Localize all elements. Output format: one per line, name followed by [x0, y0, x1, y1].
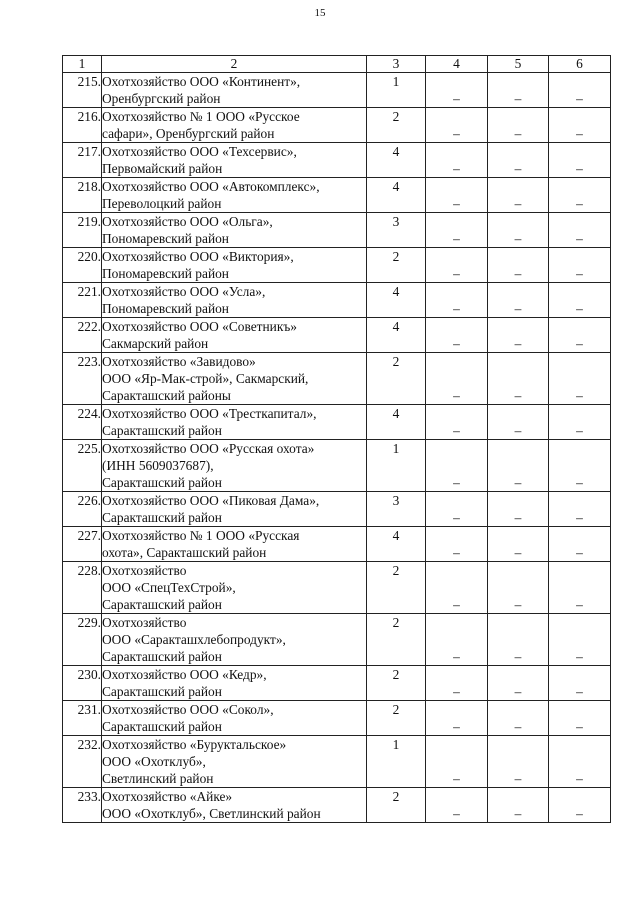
category-value: 1: [367, 440, 426, 492]
table-row: [63, 405, 611, 440]
table-row: [63, 492, 611, 527]
column-5-cell: [488, 405, 549, 440]
dash-value: –: [576, 771, 583, 786]
category-value: 2: [367, 562, 426, 614]
column-6-cell: [549, 788, 611, 823]
dash-value: –: [514, 475, 522, 490]
column-5-cell: [488, 248, 549, 283]
column-6-cell: [549, 213, 611, 248]
category-value: 4: [367, 527, 426, 562]
dash-value: –: [453, 684, 460, 699]
dash-value: –: [514, 301, 522, 316]
dash-value: –: [453, 301, 460, 316]
row-number: 218.: [63, 178, 102, 213]
row-number: 220.: [63, 248, 102, 283]
table-body: [63, 73, 611, 823]
column-4-cell: [426, 318, 488, 353]
hunting-ground-name: Охотхозяйство ООО «Саракташхлебопродукт», Саракташский район: [102, 614, 367, 666]
table-row: [63, 562, 611, 614]
hunting-ground-name: Охотхозяйство «Айке» ООО «Охотклуб», Светлинский район: [102, 788, 367, 823]
hunting-ground-name: Охотхозяйство ООО «Кедр», Саракташский район: [102, 666, 367, 701]
row-number: 216.: [63, 108, 102, 143]
dash-value: –: [514, 510, 522, 525]
dash-value: –: [576, 336, 583, 351]
column-6-cell: [549, 405, 611, 440]
column-4-cell: [426, 562, 488, 614]
dash-value: –: [576, 126, 583, 141]
hunting-ground-name: Охотхозяйство ООО «Техсервис», Первомайский район: [102, 143, 367, 178]
dash-value: –: [576, 684, 583, 699]
column-5-cell: [488, 73, 549, 108]
dash-value: –: [576, 649, 583, 664]
column-6-cell: [549, 440, 611, 492]
dash-value: –: [576, 423, 583, 438]
dash-value: –: [576, 91, 583, 106]
table-row: [63, 614, 611, 666]
column-6-cell: [549, 73, 611, 108]
dash-value: –: [453, 231, 460, 246]
hunting-ground-name: Охотхозяйство ООО «Ольга», Пономаревский район: [102, 213, 367, 248]
dash-value: –: [453, 510, 460, 525]
column-4-cell: [426, 283, 488, 318]
column-4-cell: [426, 701, 488, 736]
column-5-cell: [488, 788, 549, 823]
column-5-cell: [488, 440, 549, 492]
row-number: 227.: [63, 527, 102, 562]
column-6-cell: [549, 143, 611, 178]
column-4-cell: [426, 178, 488, 213]
hunting-ground-name: Охотхозяйство ООО «Пиковая Дама», Саракташский район: [102, 492, 367, 527]
category-value: 2: [367, 614, 426, 666]
dash-value: –: [514, 231, 522, 246]
hunting-ground-name: Охотхозяйство ООО «Сокол», Саракташский район: [102, 701, 367, 736]
page-number: 15: [314, 7, 326, 19]
table-row: [63, 666, 611, 701]
dash-value: –: [576, 266, 583, 281]
row-number: 225.: [63, 440, 102, 492]
category-value: 1: [367, 736, 426, 788]
dash-value: –: [514, 771, 522, 786]
column-5-cell: [488, 492, 549, 527]
category-value: 4: [367, 178, 426, 213]
hunting-ground-name: Охотхозяйство ООО «Автокомплекс», Переволоцкий район: [102, 178, 367, 213]
dash-value: –: [576, 161, 583, 176]
column-5-cell: [488, 353, 549, 405]
dash-value: –: [514, 806, 522, 821]
column-4-cell: [426, 788, 488, 823]
dash-value: –: [453, 266, 460, 281]
dash-value: –: [514, 126, 522, 141]
header-col-5: 5: [488, 56, 549, 73]
column-6-cell: [549, 701, 611, 736]
row-number: 232.: [63, 736, 102, 788]
column-6-cell: [549, 614, 611, 666]
dash-value: –: [576, 545, 583, 560]
table-row: [63, 318, 611, 353]
header-col-3: 3: [367, 56, 426, 73]
dash-value: –: [576, 388, 583, 403]
header-col-6: 6: [549, 56, 611, 73]
column-6-cell: [549, 283, 611, 318]
column-5-cell: [488, 108, 549, 143]
header-col-2: 2: [102, 56, 367, 73]
column-4-cell: [426, 73, 488, 108]
category-value: 3: [367, 213, 426, 248]
row-number: 223.: [63, 353, 102, 405]
dash-value: –: [514, 161, 522, 176]
dash-value: –: [453, 126, 460, 141]
hunting-ground-name: Охотхозяйство «Завидово» ООО «Яр-Мак-строй», Сакмарский, Саракташский районы: [102, 353, 367, 405]
dash-value: –: [453, 649, 460, 664]
column-6-cell: [549, 353, 611, 405]
table-row: [63, 736, 611, 788]
category-value: 4: [367, 318, 426, 353]
column-4-cell: [426, 736, 488, 788]
column-6-cell: [549, 492, 611, 527]
row-number: 217.: [63, 143, 102, 178]
column-5-cell: [488, 283, 549, 318]
column-4-cell: [426, 614, 488, 666]
dash-value: –: [453, 161, 460, 176]
hunting-grounds-table: [62, 55, 611, 823]
row-number: 215.: [63, 73, 102, 108]
category-value: 4: [367, 143, 426, 178]
header-row: [63, 56, 611, 73]
table-header: [63, 56, 611, 73]
dash-value: –: [514, 91, 522, 106]
hunting-ground-name: Охотхозяйство ООО «Виктория», Пономаревский район: [102, 248, 367, 283]
dash-value: –: [514, 336, 522, 351]
category-value: 2: [367, 788, 426, 823]
dash-value: –: [453, 196, 460, 211]
table-row: [63, 527, 611, 562]
dash-value: –: [453, 91, 460, 106]
header-col-1: 1: [63, 56, 102, 73]
column-4-cell: [426, 527, 488, 562]
column-4-cell: [426, 143, 488, 178]
dash-value: –: [576, 196, 583, 211]
column-6-cell: [549, 736, 611, 788]
column-5-cell: [488, 178, 549, 213]
column-6-cell: [549, 178, 611, 213]
hunting-ground-name: Охотхозяйство «Буруктальское» ООО «Охотклуб», Светлинский район: [102, 736, 367, 788]
header-col-4: 4: [426, 56, 488, 73]
row-number: 231.: [63, 701, 102, 736]
category-value: 2: [367, 666, 426, 701]
column-4-cell: [426, 353, 488, 405]
column-4-cell: [426, 666, 488, 701]
hunting-ground-name: Охотхозяйство ООО «Русская охота» (ИНН 5609037687), Саракташский район: [102, 440, 367, 492]
table-row: [63, 108, 611, 143]
row-number: 233.: [63, 788, 102, 823]
column-5-cell: [488, 318, 549, 353]
dash-value: –: [514, 423, 522, 438]
dash-value: –: [514, 266, 522, 281]
dash-value: –: [576, 231, 583, 246]
column-5-cell: [488, 701, 549, 736]
hunting-ground-name: Охотхозяйство ООО «Континент», Оренбургский район: [102, 73, 367, 108]
column-6-cell: [549, 248, 611, 283]
dash-value: –: [453, 423, 460, 438]
column-6-cell: [549, 527, 611, 562]
dash-value: –: [514, 388, 522, 403]
column-4-cell: [426, 405, 488, 440]
column-5-cell: [488, 666, 549, 701]
table-row: [63, 73, 611, 108]
table-row: [63, 788, 611, 823]
row-number: 221.: [63, 283, 102, 318]
column-4-cell: [426, 248, 488, 283]
hunting-ground-name: Охотхозяйство № 1 ООО «Русская охота», Саракташский район: [102, 527, 367, 562]
hunting-ground-name: Охотхозяйство ООО «Усла», Пономаревский район: [102, 283, 367, 318]
hunting-ground-name: Охотхозяйство ООО «СпецТехСтрой», Саракташский район: [102, 562, 367, 614]
row-number: 219.: [63, 213, 102, 248]
column-5-cell: [488, 527, 549, 562]
dash-value: –: [514, 649, 522, 664]
row-number: 224.: [63, 405, 102, 440]
column-4-cell: [426, 213, 488, 248]
dash-value: –: [514, 196, 522, 211]
table-row: [63, 143, 611, 178]
dash-value: –: [576, 597, 583, 612]
dash-value: –: [453, 336, 460, 351]
table-row: [63, 213, 611, 248]
column-5-cell: [488, 562, 549, 614]
dash-value: –: [453, 545, 460, 560]
dash-value: –: [453, 597, 460, 612]
hunting-ground-name: Охотхозяйство ООО «Тресткапитал», Саракташский район: [102, 405, 367, 440]
column-6-cell: [549, 318, 611, 353]
dash-value: –: [514, 719, 522, 734]
dash-value: –: [514, 684, 522, 699]
table-row: [63, 701, 611, 736]
column-4-cell: [426, 492, 488, 527]
table-row: [63, 353, 611, 405]
dash-value: –: [576, 719, 583, 734]
column-5-cell: [488, 614, 549, 666]
row-number: 229.: [63, 614, 102, 666]
dash-value: –: [576, 475, 583, 490]
dash-value: –: [514, 545, 522, 560]
dash-value: –: [576, 301, 583, 316]
column-5-cell: [488, 213, 549, 248]
column-5-cell: [488, 143, 549, 178]
dash-value: –: [576, 806, 583, 821]
category-value: 2: [367, 108, 426, 143]
row-number: 222.: [63, 318, 102, 353]
column-5-cell: [488, 736, 549, 788]
category-value: 1: [367, 73, 426, 108]
table-row: [63, 283, 611, 318]
category-value: 4: [367, 405, 426, 440]
table-row: [63, 440, 611, 492]
column-6-cell: [549, 108, 611, 143]
dash-value: –: [453, 806, 460, 821]
dash-value: –: [576, 510, 583, 525]
dash-value: –: [514, 597, 522, 612]
category-value: 3: [367, 492, 426, 527]
column-4-cell: [426, 440, 488, 492]
category-value: 2: [367, 248, 426, 283]
category-value: 2: [367, 701, 426, 736]
column-6-cell: [549, 562, 611, 614]
hunting-ground-name: Охотхозяйство ООО «Советникъ» Сакмарский район: [102, 318, 367, 353]
row-number: 230.: [63, 666, 102, 701]
hunting-ground-name: Охотхозяйство № 1 ООО «Русское сафари», Оренбургский район: [102, 108, 367, 143]
table-row: [63, 178, 611, 213]
row-number: 228.: [63, 562, 102, 614]
category-value: 2: [367, 353, 426, 405]
column-4-cell: [426, 108, 488, 143]
table-row: [63, 248, 611, 283]
dash-value: –: [453, 475, 460, 490]
dash-value: –: [453, 771, 460, 786]
category-value: 4: [367, 283, 426, 318]
dash-value: –: [453, 719, 460, 734]
row-number: 226.: [63, 492, 102, 527]
dash-value: –: [453, 388, 460, 403]
column-6-cell: [549, 666, 611, 701]
